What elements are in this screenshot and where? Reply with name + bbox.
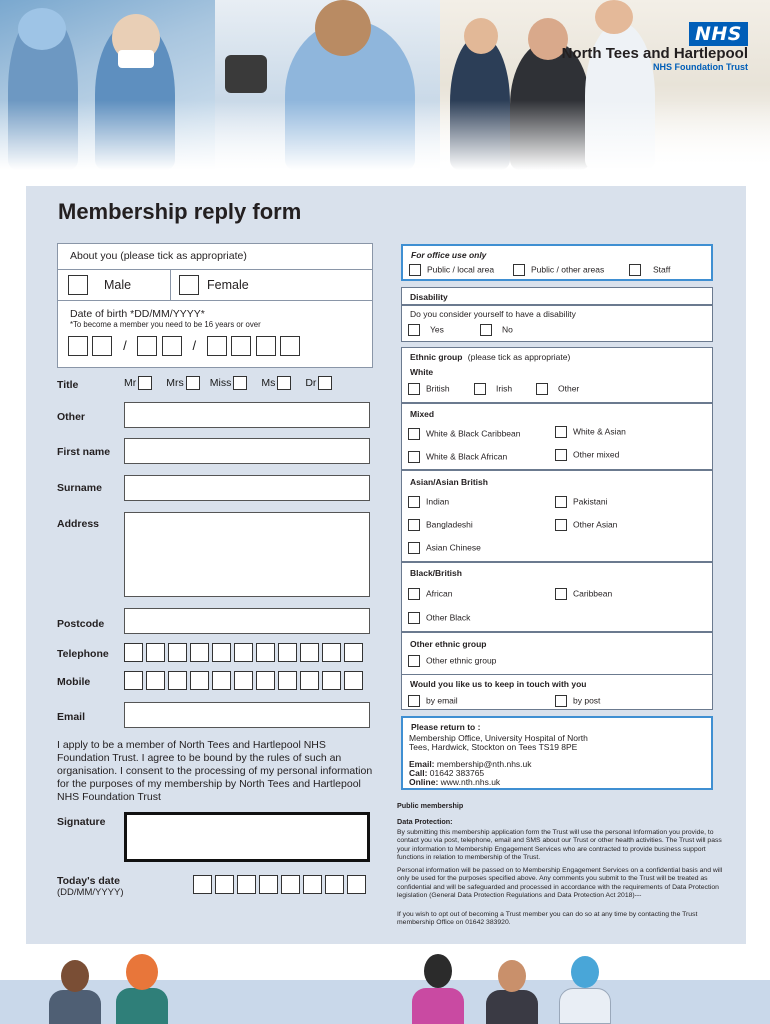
nhs-logo: NHS [689,22,748,46]
todays-date-format: (DD/MM/YYYY) [57,887,124,898]
asian-heading: Asian/Asian British [410,477,488,487]
opt-out-text: If you wish to opt out of becoming a Trust member you can do so at any time by contacting the Trust membership Office on 01642 383920. [397,911,698,927]
female-checkbox[interactable] [179,275,199,295]
disability-heading: Disability [410,292,448,302]
other-input[interactable] [124,402,370,428]
illustration-woman [408,954,468,1024]
signature-input[interactable] [124,812,370,862]
form-title: Membership reply form [58,199,302,224]
postcode-input[interactable] [124,608,370,634]
todays-date-label: Today's date [57,875,120,887]
black-other[interactable]: Other Black [408,612,470,624]
address-input[interactable] [124,512,370,597]
dob-input[interactable] [68,336,300,361]
white-other[interactable]: Other [536,383,579,395]
return-call: Call: 01642 383765 [409,768,485,778]
illustration-man [482,960,542,1024]
contact-heading: Would you like us to keep in touch with you [410,679,587,689]
postcode-label: Postcode [57,618,105,630]
return-line2: Tees, Hardwick, Stockton on Tees TS19 8PE [409,742,578,752]
mixed-white-black-african[interactable]: White & Black African [408,451,507,463]
return-email: Email: membership@nth.nhs.uk [409,759,532,769]
about-you-box [57,243,373,368]
title-options [124,376,332,390]
data-protection-heading: Data Protection: [397,817,453,826]
title-mrs-label: Mrs [166,376,184,389]
data-protection-para1: By submitting this membership application form the Trust will use the personal Information you provide, to contact you via post, telephone, email and SMS about our Trust or other health activities. The Trust will pass your information to Membership Engagement Services who are contracted to provide business support functions in relation to membership of the Trust. [397,829,722,862]
white-heading: White [410,367,434,377]
address-label: Address [57,518,100,530]
other-ethnic-group[interactable]: Other ethnic group [408,655,496,667]
office-option-local[interactable]: Public / local area [409,264,494,276]
todays-date-input[interactable] [193,875,369,899]
first-name-input[interactable] [124,438,370,464]
mixed-white-black-caribbean[interactable]: White & Black Caribbean [408,428,521,440]
email-input[interactable] [124,702,370,728]
asian-bangladeshi[interactable]: Bangladeshi [408,519,473,531]
black-caribbean[interactable]: Caribbean [555,588,612,600]
about-you-heading: About you (please tick as appropriate) [70,250,247,262]
ethnic-group-box [401,347,713,675]
other-label: Other [57,411,86,423]
ethnic-heading: Ethnic group [410,352,463,362]
title-mrs-checkbox[interactable] [186,376,200,390]
return-online: Online: www.nth.nhs.uk [409,777,501,787]
contact-by-post[interactable]: by post [555,695,600,707]
trust-name: North Tees and Hartlepool [561,45,748,62]
title-ms-checkbox[interactable] [277,376,291,390]
email-label: Email [57,711,86,723]
title-label: Title [57,379,79,391]
black-heading: Black/British [410,568,462,578]
asian-indian[interactable]: Indian [408,496,449,508]
office-use-box [401,244,713,281]
data-protection-para2: Personal information will be passed on to Membership Engagement Services on a confidential basis and will only be used for the purposes specified above. Any comments you submit to the Trust will be treated as confidential and will be safeguarded and processed in accordance with the requirements of Data Protection legislation (General Data Protection Regulations and Data Protection Act 2018)--- [397,867,723,900]
dob-separator: / [192,338,197,353]
dob-note: *To become a member you need to be 16 years or over [70,320,261,329]
title-mr-checkbox[interactable] [138,376,152,390]
header-photo-strip [0,0,770,170]
declaration-text: I apply to be a member of North Tees and Hartlepool NHS Foundation Trust. I agree to be bound by the rules of such an organisation. I consent to the processing of my personal information for the purposes of my membership by North Tees and Hartlepool NHS Foundation Trust [57,739,373,803]
surname-input[interactable] [124,475,370,501]
male-label: Male [104,278,132,292]
black-african[interactable]: African [408,588,452,600]
mixed-heading: Mixed [410,409,435,419]
female-label: Female [207,278,249,292]
return-line1: Membership Office, University Hospital of North [409,733,588,743]
title-dr-checkbox[interactable] [318,376,332,390]
disability-yes[interactable]: Yes [408,324,444,336]
disability-question: Do you consider yourself to have a disability [410,309,576,319]
return-heading: Please return to : [411,722,481,732]
mobile-label: Mobile [57,676,91,688]
illustration-nurse [112,954,172,1024]
title-miss-label: Miss [209,376,232,389]
return-address-box [401,716,713,790]
white-british[interactable]: British [408,383,450,395]
dob-separator: / [123,338,127,353]
illustration-person [45,960,105,1024]
trust-subtitle: NHS Foundation Trust [653,62,748,72]
dob-label: Date of birth *DD/MM/YYYY* [70,308,205,320]
asian-chinese[interactable]: Asian Chinese [408,542,481,554]
public-membership-heading: Public membership [397,801,464,810]
mobile-input[interactable] [124,671,366,695]
illustration-doctor [555,956,615,1024]
disability-box [401,287,713,342]
title-dr-label: Dr [305,376,317,389]
title-miss-checkbox[interactable] [233,376,247,390]
signature-label: Signature [57,816,106,828]
surname-label: Surname [57,482,102,494]
title-mr-label: Mr [124,376,137,389]
contact-preference-box [401,674,713,710]
disability-no[interactable]: No [480,324,513,336]
telephone-label: Telephone [57,648,109,660]
white-irish[interactable]: Irish [474,383,512,395]
mixed-other[interactable]: Other mixed [555,449,619,461]
mixed-white-asian[interactable]: White & Asian [555,426,626,438]
office-use-heading: For office use only [411,250,487,260]
ethnic-heading-note: (please tick as appropriate) [467,352,571,362]
office-option-staff[interactable]: Staff [629,264,670,276]
asian-other[interactable]: Other Asian [555,519,617,531]
office-option-other[interactable]: Public / other areas [513,264,604,276]
first-name-label: First name [57,446,111,458]
other-ethnic-heading: Other ethnic group [410,639,487,649]
asian-pakistani[interactable]: Pakistani [555,496,608,508]
title-ms-label: Ms [261,376,276,389]
male-checkbox[interactable] [68,275,88,295]
telephone-input[interactable] [124,643,366,667]
contact-by-email[interactable]: by email [408,695,458,707]
